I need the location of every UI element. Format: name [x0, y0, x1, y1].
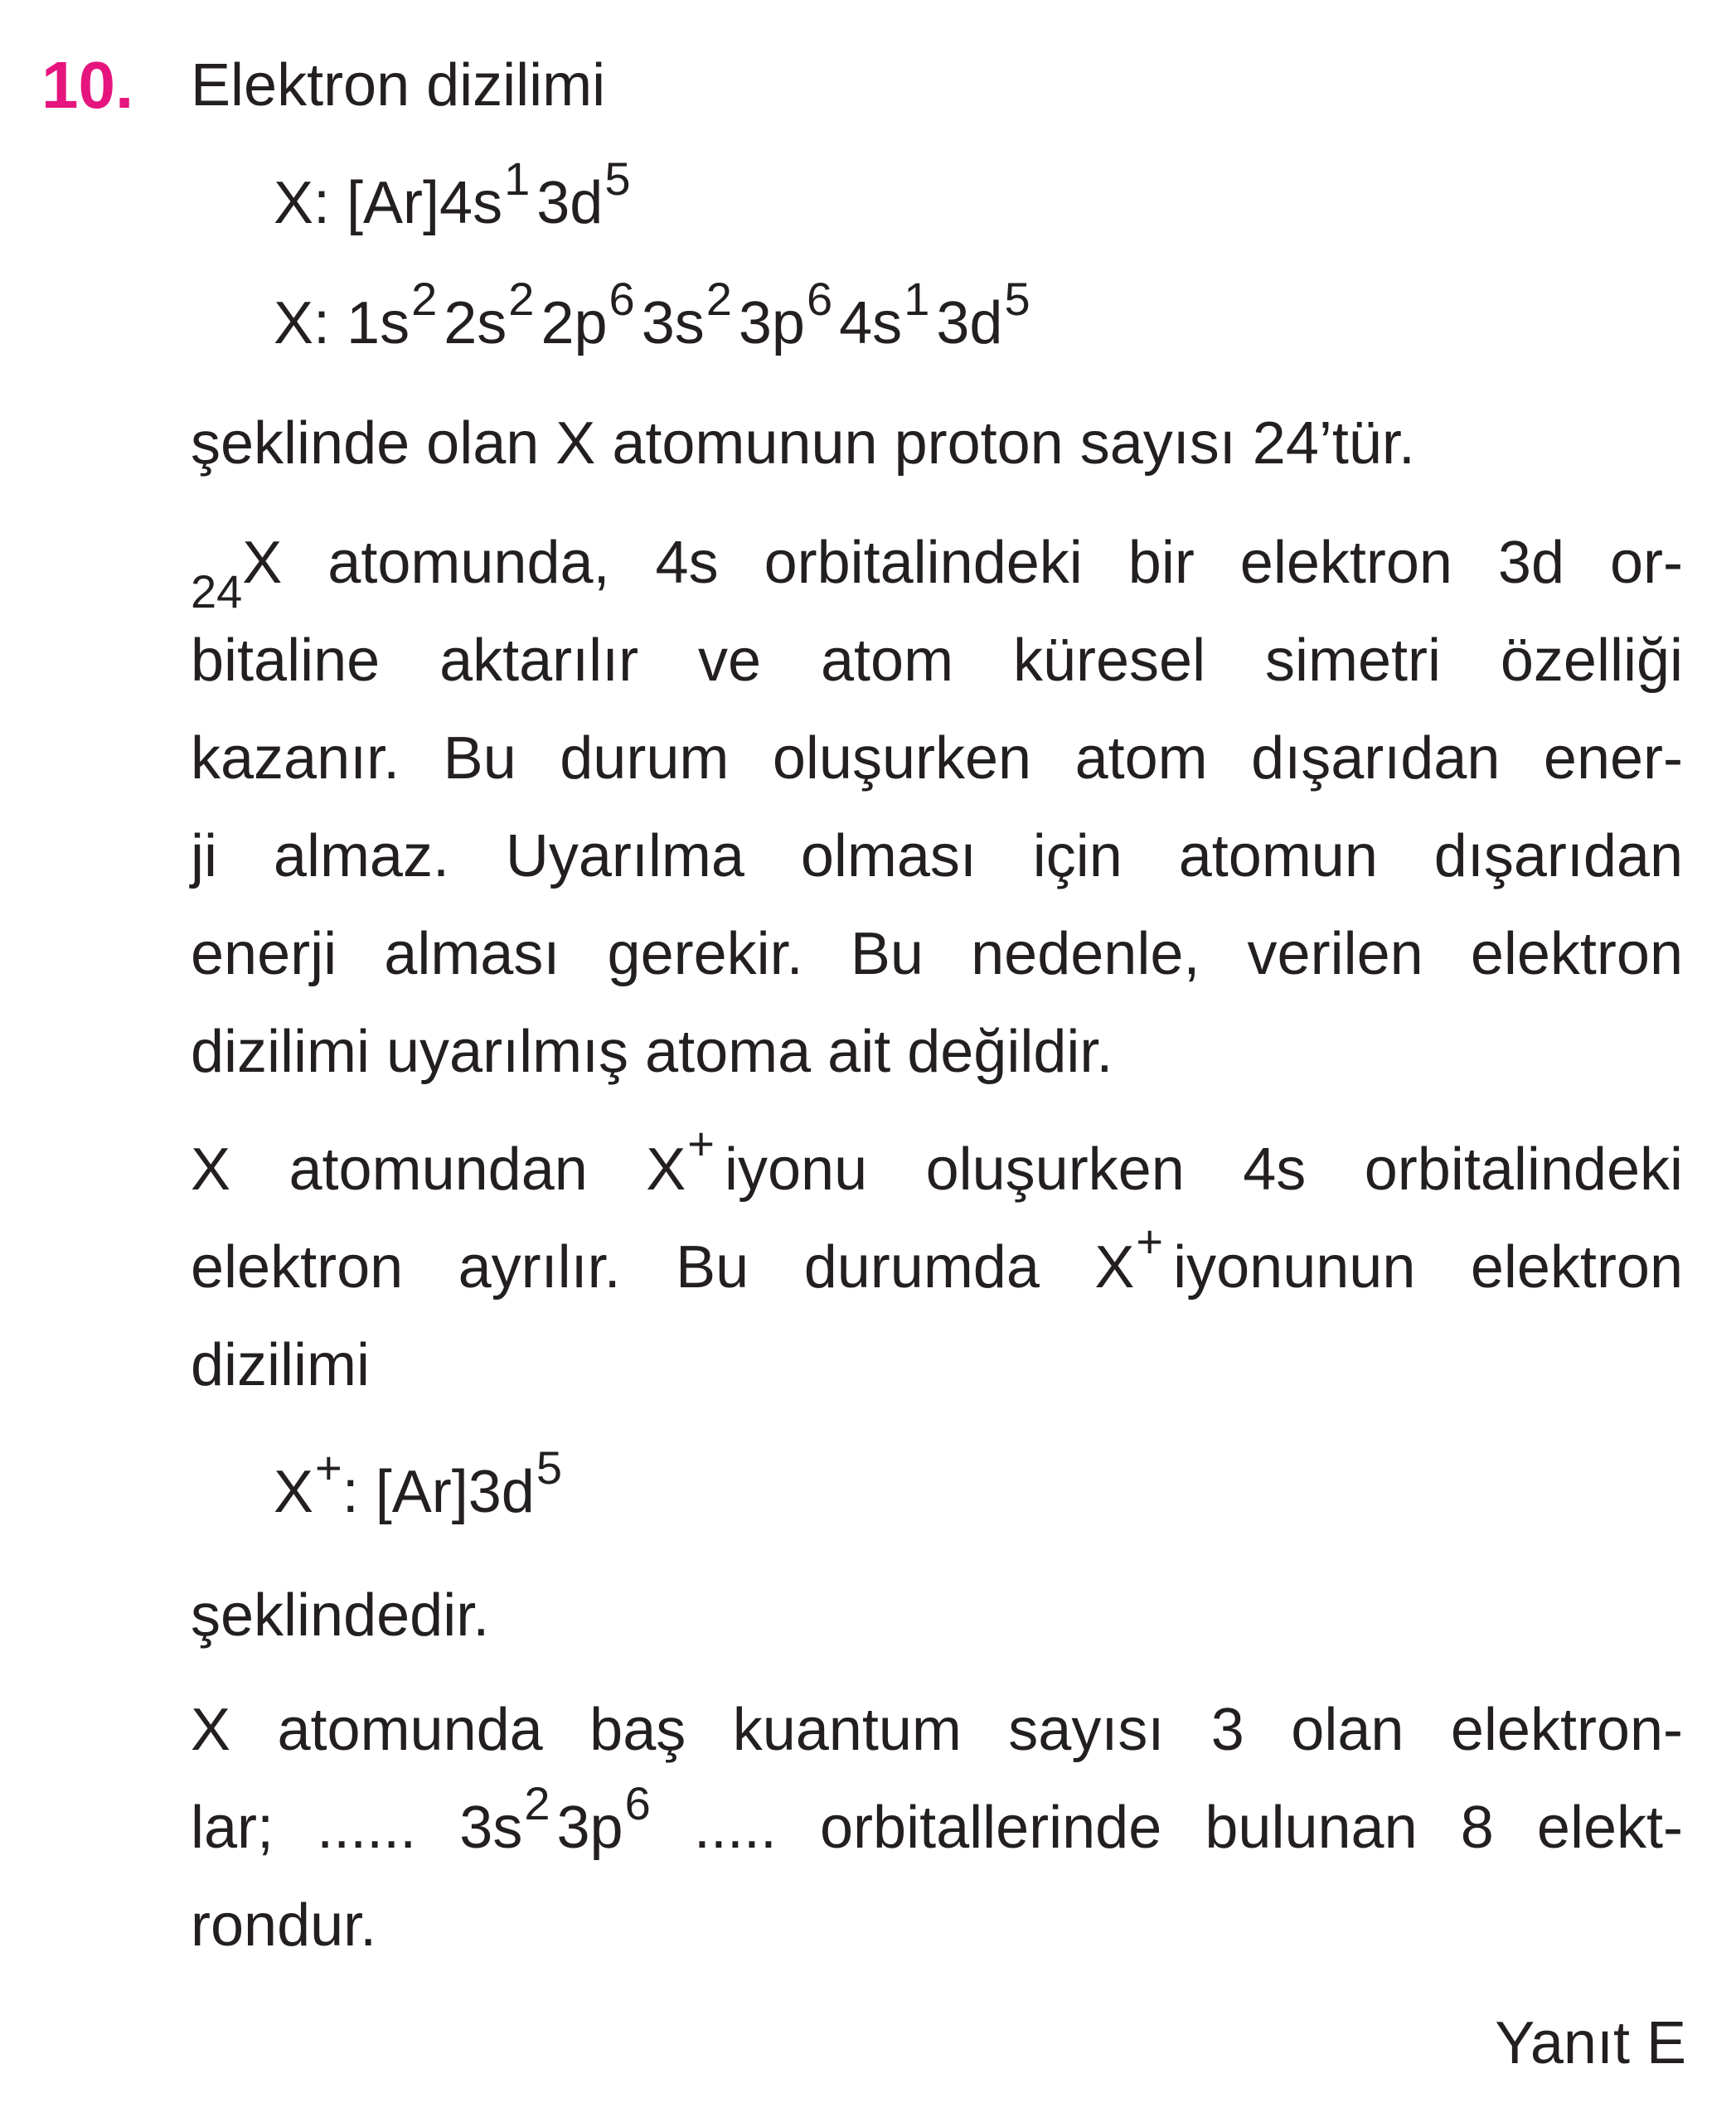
answer-label: Yanıt E: [1495, 2010, 1686, 2076]
orbital-exponent: 5: [1004, 273, 1030, 325]
orbital-term: 3d: [536, 170, 604, 236]
form-paragraph: [191, 1567, 1683, 1664]
orbital-term: 3p: [556, 1795, 623, 1861]
paragraph-line: X atomunda baş kuantum sayısı 3 olan elektron-: [191, 1697, 1683, 1763]
paragraph-line: dizilimi: [191, 1332, 370, 1398]
orbital-exponent: 2: [411, 273, 438, 325]
paragraph-line: ji almaz. Uyarılma olması için atomun dışarıdan: [191, 823, 1683, 889]
orbital-exponent: 1: [904, 273, 930, 325]
atomic-number-subscript: 24: [191, 565, 243, 618]
orbital-exponent: 6: [806, 273, 833, 325]
orbital-term: 3p: [738, 290, 805, 356]
question-number: 10.: [41, 48, 134, 122]
line-text: iyonunun elektron: [1173, 1234, 1684, 1301]
full-electron-configuration: [274, 273, 1030, 373]
paragraph-line: enerji alması gerekir. Bu nedenle, verilen elektron: [191, 921, 1683, 987]
orbital-term: 2p: [541, 290, 608, 356]
orbital-exponent: 5: [536, 1441, 562, 1494]
ion-paragraph: [191, 1117, 1684, 1414]
orbital-term: 3s: [641, 290, 705, 356]
short-electron-configuration: [274, 153, 631, 253]
line-text: X atomunda, 4s orbitalindeki bir elektron 3d or-: [242, 530, 1683, 596]
orbital-term: 3d: [936, 290, 1003, 356]
orbital-exponent: 6: [609, 273, 635, 325]
line-text: elektron ayrılır. Bu durumda X: [191, 1234, 1135, 1301]
paragraph-line: [191, 1117, 1683, 1218]
ion-electron-configuration: [274, 1441, 562, 1542]
paragraph-line: [191, 1215, 1684, 1316]
orbital-exponent: 2: [524, 1777, 550, 1829]
orbital-term: 1s: [347, 290, 410, 356]
question-title: Elektron dizilimi: [191, 52, 606, 119]
quantum-number-paragraph: [191, 1681, 1683, 1974]
paragraph-line: şeklindedir.: [191, 1582, 490, 1649]
orbital-exponent: 1: [504, 153, 531, 205]
ion-charge: +: [1136, 1215, 1164, 1267]
line-text: X atomundan X: [191, 1136, 686, 1203]
orbital-exponent: 5: [604, 153, 631, 205]
ion-charge: +: [687, 1117, 715, 1170]
orbital-term: 3s: [459, 1795, 523, 1861]
ion-symbol: X: [274, 1459, 314, 1525]
orbital-term: 3d: [468, 1459, 535, 1525]
orbital-exponent: 2: [706, 273, 732, 325]
symmetry-paragraph: [191, 514, 1683, 1101]
paragraph-line: [191, 514, 1683, 618]
paragraph-line: rondur.: [191, 1892, 377, 1959]
config-prefix: X: [Ar]: [274, 170, 440, 236]
paragraph-line: kazanır. Bu durum oluşurken atom dışarıdan ener-: [191, 725, 1683, 792]
orbital-term: 4s: [439, 170, 503, 236]
paragraph-line: bitaline aktarılır ve atom küresel simetri özelliği: [191, 627, 1683, 694]
orbital-exponent: 2: [508, 273, 535, 325]
orbital-term: 2s: [444, 290, 507, 356]
paragraph-line: şeklinde olan X atomunun proton sayısı 24’tür.: [191, 410, 1415, 477]
line-text: ..... orbitallerinde bulunan 8 elekt-: [650, 1795, 1683, 1861]
orbital-term: 4s: [839, 290, 903, 356]
line-text: iyonu oluşurken 4s orbitalindeki: [724, 1136, 1683, 1203]
config-prefix: : [Ar]: [342, 1459, 468, 1525]
config-prefix: X:: [274, 290, 347, 356]
proton-count-paragraph: [191, 395, 1683, 492]
line-text: lar; ......: [191, 1795, 460, 1861]
paragraph-line: dizilimi uyarılmış atoma ait değildir.: [191, 1019, 1113, 1085]
orbital-exponent: 6: [624, 1777, 651, 1829]
paragraph-line: [191, 1779, 1683, 1877]
ion-charge: +: [315, 1441, 342, 1494]
